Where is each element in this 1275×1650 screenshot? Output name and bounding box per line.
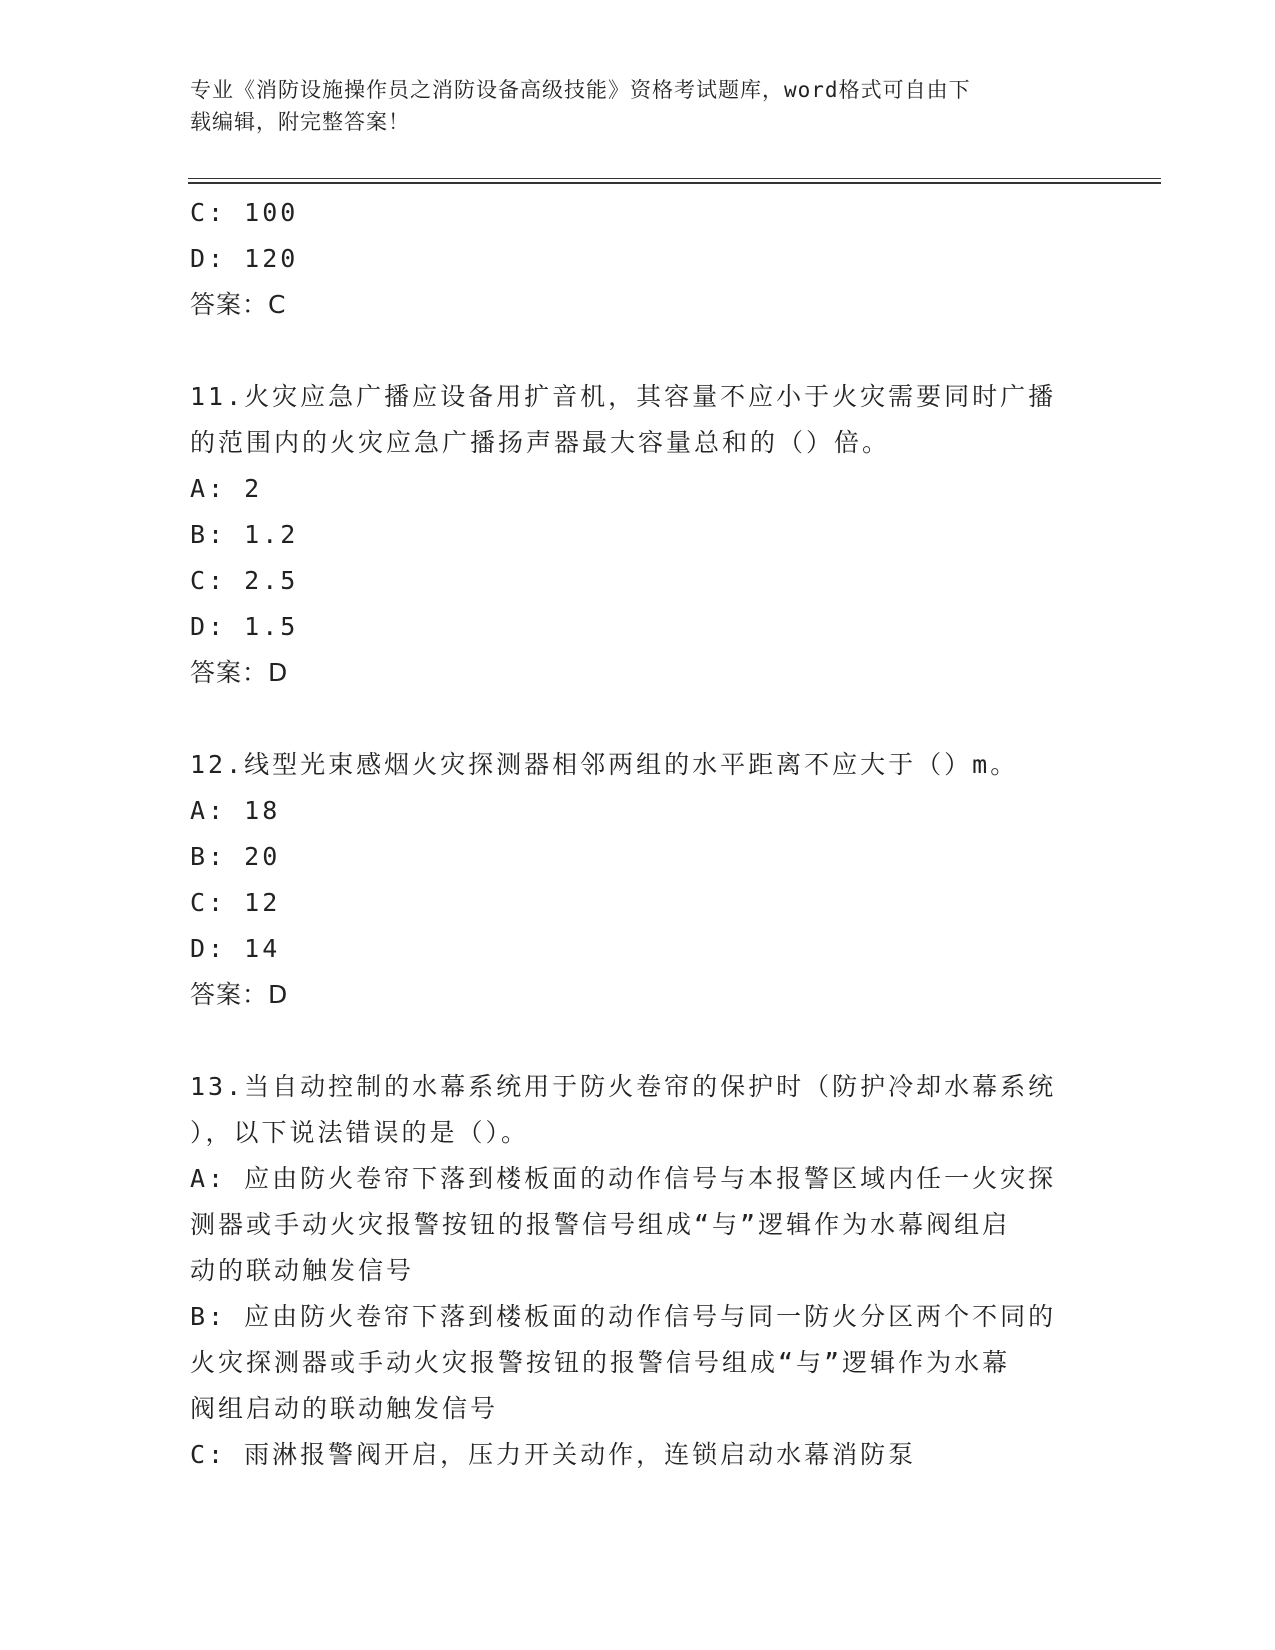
q13-option-b-line-1: B: 应由防火卷帘下落到楼板面的动作信号与同一防火分区两个不同的 [190,1302,1057,1331]
page-header [190,74,1080,138]
spacer [190,696,1090,742]
spacer [190,1018,1090,1064]
q12-option-d: D: 14 [190,934,281,963]
header-line-1: 专业《消防设施操作员之消防设备高级技能》资格考试题库，word格式可自由下 [190,78,971,102]
q12-option-b: B: 20 [190,842,281,871]
q13-option-b-line-2: 火灾探测器或手动火灾报警按钮的报警信号组成“与”逻辑作为水幕 [190,1348,1011,1377]
q13-option-a-line-3: 动的联动触发信号 [190,1256,415,1285]
q11-option-b: B: 1.2 [190,520,299,549]
q13-option-a-line-1: A: 应由防火卷帘下落到楼板面的动作信号与本报警区域内任一火灾探 [190,1164,1057,1193]
q13-text-line-1: 13.当自动控制的水幕系统用于防火卷帘的保护时（防护冷却水幕系统 [190,1072,1057,1101]
q13-option-b-line-3: 阀组启动的联动触发信号 [190,1394,499,1423]
header-line-2: 载编辑，附完整答案！ [190,110,410,134]
prev-option-d: D: 120 [190,244,299,273]
q11-option-a: A: 2 [190,474,263,503]
q12-text-line-1: 12.线型光束感烟火灾探测器相邻两组的水平距离不应大于（）m。 [190,750,1019,779]
q13-option-c: C: 雨淋报警阀开启，压力开关动作，连锁启动水幕消防泵 [190,1440,917,1469]
q11-text-line-2: 的范围内的火灾应急广播扬声器最大容量总和的（）倍。 [190,428,891,457]
q11-option-d: D: 1.5 [190,612,299,641]
q11-answer: 答案：D [190,658,289,687]
q11-option-c: C: 2.5 [190,566,299,595]
q11-text-line-1: 11.火灾应急广播应设备用扩音机，其容量不应小于火灾需要同时广播 [190,382,1057,411]
q12-option-c: C: 12 [190,888,281,917]
spacer [190,328,1090,374]
q13-option-a-line-2: 测器或手动火灾报警按钮的报警信号组成“与”逻辑作为水幕阀组启 [190,1210,1011,1239]
question-content [190,190,1090,1478]
q12-option-a: A: 18 [190,796,281,825]
prev-answer: 答案：C [190,290,287,319]
prev-option-c: C: 100 [190,198,299,227]
header-divider-thin [188,178,1161,179]
q12-answer: 答案：D [190,980,289,1009]
q13-text-line-2: ），以下说法错误的是（）。 [190,1118,530,1147]
header-divider-thick [188,182,1161,184]
